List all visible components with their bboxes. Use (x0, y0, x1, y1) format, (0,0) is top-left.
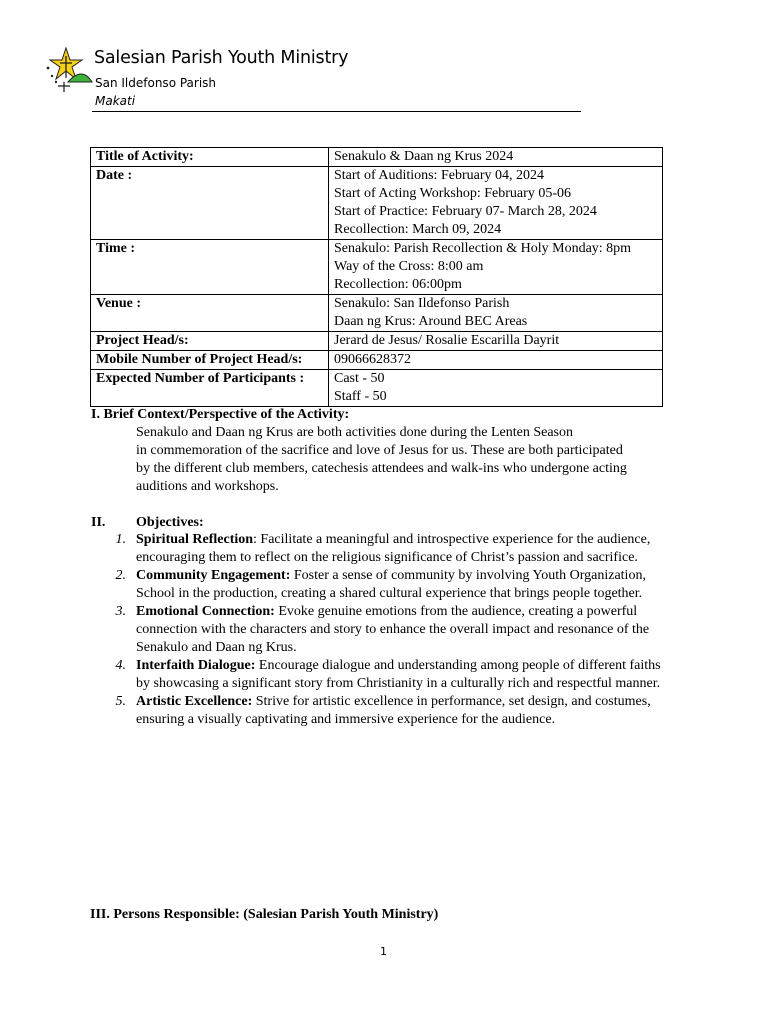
organization-name: Salesian Parish Youth Ministry (94, 48, 349, 68)
section1-line: in commemoration of the sacrifice and love of Jesus for us. These are both participated (136, 443, 623, 458)
info-value-line: Recollection: 06:00pm (334, 277, 462, 292)
section2-title: Objectives: (136, 515, 204, 530)
info-value-line: Daan ng Krus: Around BEC Areas (334, 314, 528, 329)
info-value-line: Way of the Cross: 8:00 am (334, 259, 484, 274)
info-value-line: Jerard de Jesus/ Rosalie Escarilla Dayrit (334, 333, 560, 348)
objective-item (112, 693, 678, 729)
objective-text: Evoke genuine emotions from the audience, creating a powerful connection with the characters and story to enhance the overall impact and resonance of the Senakulo and Daan ng Krus. (136, 604, 650, 655)
info-value (329, 240, 663, 295)
parish-name: San Ildefonso Parish (95, 76, 217, 90)
objective-text: : Facilitate a meaningful and introspective experience for the audience, encouraging them to reflect on the religious significance of Christ’s passion and sacrifice. (136, 532, 651, 565)
section1-line: auditions and workshops. (136, 479, 279, 494)
section1-body (136, 424, 676, 496)
objective-number: 2. (115, 568, 126, 583)
section2-number: II. (91, 515, 106, 530)
info-value (329, 370, 663, 407)
objective-number: 1. (115, 532, 126, 547)
header-divider (92, 111, 581, 112)
info-row (91, 332, 663, 351)
objective-title: Spiritual Reflection (136, 532, 254, 547)
info-value-line: Senakulo: Parish Recollection & Holy Monday: 8pm (334, 241, 632, 256)
objective-title: Community Engagement: (136, 568, 291, 583)
info-label: Date : (91, 167, 329, 240)
info-label: Mobile Number of Project Head/s: (91, 351, 329, 370)
section1-line: by the different club members, catechesis attendees and walk-ins who undergone acting (136, 461, 627, 476)
parish-logo-icon (44, 46, 96, 96)
info-value-line: Staff - 50 (334, 389, 387, 404)
info-value-line: Senakulo & Daan ng Krus 2024 (334, 149, 514, 164)
info-row (91, 148, 663, 167)
info-row (91, 351, 663, 370)
info-row (91, 295, 663, 332)
info-row (91, 240, 663, 295)
info-value (329, 148, 663, 167)
page-number: 1 (380, 945, 387, 958)
info-label: Time : (91, 240, 329, 295)
objective-title: Interfaith Dialogue: (136, 658, 256, 673)
city-name: Makati (95, 94, 136, 108)
info-value-line: Start of Auditions: February 04, 2024 (334, 168, 544, 183)
info-row (91, 167, 663, 240)
section3-heading: III. Persons Responsible: (Salesian Parish Youth Ministry) (90, 907, 439, 922)
objective-number: 3. (115, 604, 126, 619)
info-value (329, 295, 663, 332)
info-value-line: Senakulo: San Ildefonso Parish (334, 296, 510, 311)
objective-number: 5. (115, 694, 126, 709)
info-value (329, 332, 663, 351)
section1-heading: I. Brief Context/Perspective of the Activity: (91, 407, 350, 422)
info-value-line: Start of Practice: February 07- March 28, 2024 (334, 204, 597, 219)
objective-item (112, 531, 678, 567)
objective-text: Strive for artistic excellence in performance, set design, and costumes, ensuring a visually captivating and immersive experience for the audience. (136, 694, 651, 727)
info-label: Project Head/s: (91, 332, 329, 351)
section1-line: Senakulo and Daan ng Krus are both activities done during the Lenten Season (136, 425, 573, 440)
info-value-line: Start of Acting Workshop: February 05-06 (334, 186, 571, 201)
objectives-list (112, 531, 678, 729)
objective-item (112, 657, 678, 693)
objective-title: Emotional Connection: (136, 604, 275, 619)
info-label: Expected Number of Participants : (91, 370, 329, 407)
info-value-line: Recollection: March 09, 2024 (334, 222, 502, 237)
info-value-line: 09066628372 (334, 352, 411, 367)
info-label: Venue : (91, 295, 329, 332)
objective-item (112, 603, 678, 657)
objective-number: 4. (115, 658, 126, 673)
info-row (91, 370, 663, 407)
activity-info-table (90, 147, 663, 407)
objective-text: Encourage dialogue and understanding among people of different faiths by showcasing a significant story from Christianity in a culturally rich and respectful manner. (136, 658, 661, 691)
info-value-line: Cast - 50 (334, 371, 385, 386)
objective-title: Artistic Excellence: (136, 694, 253, 709)
objective-text: Foster a sense of community by involving Youth Organization, School in the production, creating a shared cultural experience that brings people together. (136, 568, 646, 601)
section2-heading (91, 514, 204, 532)
info-value (329, 167, 663, 240)
info-value (329, 351, 663, 370)
info-label: Title of Activity: (91, 148, 329, 167)
objective-item (112, 567, 678, 603)
